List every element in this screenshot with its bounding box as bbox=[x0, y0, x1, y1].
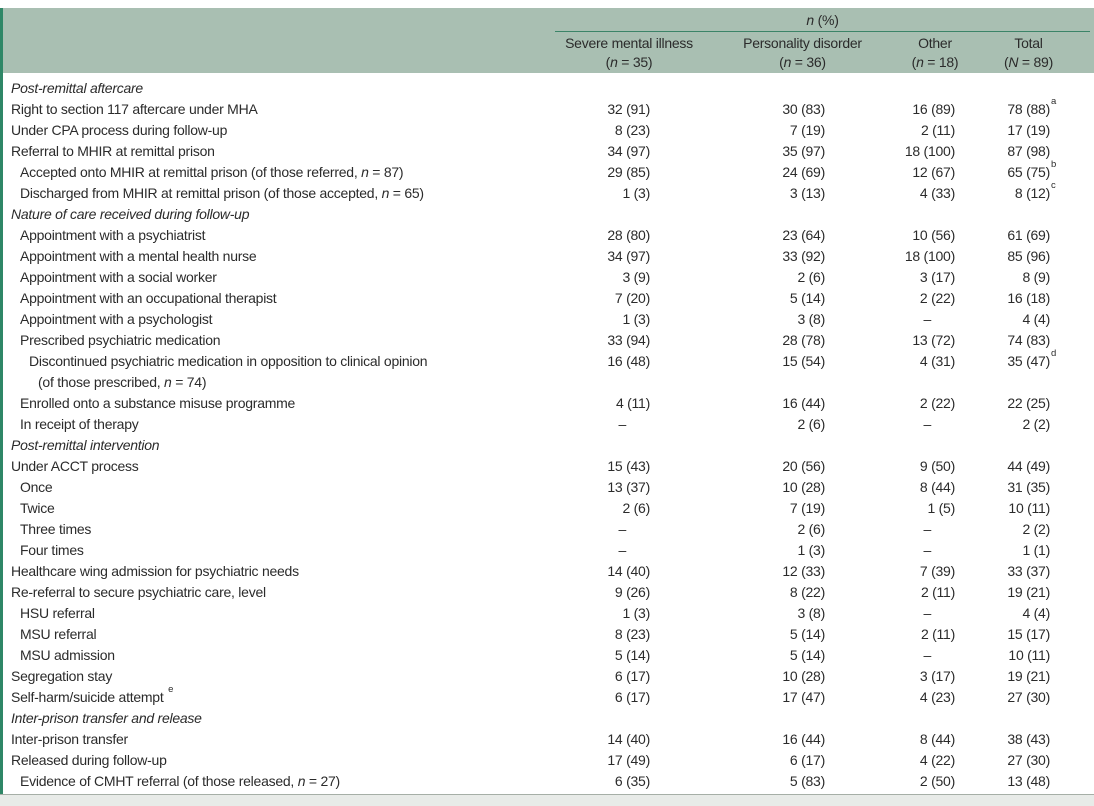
table-row bbox=[3, 624, 1094, 645]
cell-other: – bbox=[923, 605, 931, 621]
cell-personality-disorder: 33 (92) bbox=[782, 248, 825, 264]
cell-other: 13 (72) bbox=[912, 332, 955, 348]
cell-total: 8 (9) bbox=[1022, 269, 1050, 285]
cell-total: 33 (37) bbox=[1007, 563, 1050, 579]
table-row bbox=[3, 771, 1094, 792]
cell-personality-disorder: 7 (19) bbox=[789, 500, 825, 516]
cell-personality-disorder: 23 (64) bbox=[782, 227, 825, 243]
table-row bbox=[3, 348, 1094, 393]
cell-total: 2 (2) bbox=[1022, 416, 1050, 432]
section-label: Nature of care received during follow-up bbox=[11, 206, 250, 222]
column-header-other bbox=[895, 34, 975, 72]
row-label: Discharged from MHIR at remittal prison (of those accepted, n = 65) bbox=[20, 185, 424, 201]
row-label: Right to section 117 aftercare under MHA bbox=[11, 101, 258, 117]
cell-other: 2 (22) bbox=[919, 290, 955, 306]
cell-personality-disorder: 16 (44) bbox=[782, 395, 825, 411]
cell-severe-mental-illness: 9 (26) bbox=[614, 584, 650, 600]
column-header-personality-disorder bbox=[710, 34, 895, 72]
cell-total: 10 (11) bbox=[1008, 500, 1050, 516]
cell-severe-mental-illness: 34 (97) bbox=[607, 143, 650, 159]
cell-other: 8 (44) bbox=[919, 479, 955, 495]
row-label: MSU referral bbox=[20, 626, 97, 642]
cell-other: – bbox=[923, 311, 931, 327]
table-row bbox=[3, 330, 1094, 351]
cell-other: – bbox=[923, 416, 931, 432]
cell-severe-mental-illness: 29 (85) bbox=[607, 164, 650, 180]
cell-other: 2 (11) bbox=[920, 626, 955, 642]
cell-severe-mental-illness: 1 (3) bbox=[622, 185, 650, 201]
cell-total: 27 (30) bbox=[1007, 752, 1050, 768]
top-margin bbox=[0, 0, 1094, 8]
section-label: Inter-prison transfer and release bbox=[11, 710, 202, 726]
row-label: Appointment with a psychologist bbox=[20, 311, 213, 327]
row-label: Healthcare wing admission for psychiatric needs bbox=[11, 563, 299, 579]
cell-personality-disorder: 5 (14) bbox=[789, 647, 825, 663]
table-header bbox=[3, 8, 1094, 73]
row-label: Prescribed psychiatric medication bbox=[20, 332, 221, 348]
row-label: Evidence of CMHT referral (of those released, n = 27) bbox=[20, 773, 340, 789]
cell-other: 4 (22) bbox=[919, 752, 955, 768]
table-row bbox=[3, 180, 1094, 204]
cell-severe-mental-illness: 3 (9) bbox=[622, 269, 650, 285]
cell-total: 78 $(88)^a$ bbox=[1007, 96, 1057, 117]
cell-other: – bbox=[923, 542, 931, 558]
cell-personality-disorder: 15 (54) bbox=[782, 353, 825, 369]
column-header-row bbox=[3, 32, 1094, 72]
cell-personality-disorder: 5 (14) bbox=[789, 626, 825, 642]
row-label: HSU referral bbox=[20, 605, 95, 621]
table-row bbox=[3, 498, 1094, 519]
cell-total: 19 (21) bbox=[1007, 668, 1050, 684]
row-label: Appointment with a social worker bbox=[20, 269, 217, 285]
table-row bbox=[3, 540, 1094, 561]
cell-total: 4 (4) bbox=[1022, 311, 1050, 327]
cell-personality-disorder: 2 (6) bbox=[797, 269, 825, 285]
cell-other: 2 (50) bbox=[919, 773, 955, 789]
cell-total: 38 (43) bbox=[1007, 731, 1050, 747]
column-header-line1: Other bbox=[918, 35, 952, 51]
table-row bbox=[3, 477, 1094, 498]
cell-severe-mental-illness: 6 (17) bbox=[614, 668, 650, 684]
bottom-margin-strip bbox=[0, 794, 1094, 806]
cell-total: 10 (11) bbox=[1008, 647, 1050, 663]
cell-personality-disorder: 28 (78) bbox=[782, 332, 825, 348]
spanning-header-row bbox=[3, 11, 1094, 32]
row-label: Released during follow-up bbox=[11, 752, 167, 768]
cell-total: 2 (2) bbox=[1022, 521, 1050, 537]
cell-other: 3 (17) bbox=[919, 269, 955, 285]
section-label: Post-remittal aftercare bbox=[11, 80, 143, 96]
cell-personality-disorder: 10 (28) bbox=[782, 479, 825, 495]
table-row bbox=[3, 603, 1094, 624]
column-header-line1: Severe mental illness bbox=[565, 35, 693, 51]
table-row bbox=[3, 684, 1094, 708]
cell-severe-mental-illness: 1 (3) bbox=[622, 311, 650, 327]
column-header-line2: (n = 18) bbox=[911, 54, 959, 70]
clinical-outcomes-table bbox=[0, 8, 1094, 794]
row-label: Appointment with a mental health nurse bbox=[20, 248, 257, 264]
cell-total: 17 (19) bbox=[1007, 122, 1050, 138]
cell-personality-disorder: 2 (6) bbox=[797, 416, 825, 432]
row-label: In receipt of therapy bbox=[20, 416, 139, 432]
row-label: Appointment with a psychiatrist bbox=[20, 227, 206, 243]
column-header-severe-mental-illness bbox=[548, 34, 710, 72]
cell-personality-disorder: 3 (8) bbox=[797, 311, 825, 327]
row-label: Accepted onto MHIR at remittal prison (of those referred, n = 87) bbox=[20, 164, 404, 180]
cell-severe-mental-illness: 1 (3) bbox=[622, 605, 650, 621]
cell-personality-disorder: 5 (83) bbox=[789, 773, 825, 789]
cell-total: 35 $(47)^d$ bbox=[1007, 348, 1057, 369]
cell-severe-mental-illness: 17 (49) bbox=[607, 752, 650, 768]
cell-other: 4 (23) bbox=[919, 689, 955, 705]
cell-other: 4 (31) bbox=[919, 353, 955, 369]
table-row bbox=[3, 120, 1094, 141]
cell-personality-disorder: 3 (8) bbox=[797, 605, 825, 621]
column-header-line1: Personality disorder bbox=[743, 35, 862, 51]
section-row bbox=[3, 78, 1094, 99]
cell-total: 31 (35) bbox=[1007, 479, 1050, 495]
cell-severe-mental-illness: – bbox=[618, 416, 626, 432]
n-percent-span-header: n (%) bbox=[555, 11, 1090, 32]
row-label: Once bbox=[20, 479, 53, 495]
table-row bbox=[3, 267, 1094, 288]
cell-total: 13 (48) bbox=[1007, 773, 1050, 789]
section-row bbox=[3, 708, 1094, 729]
cell-severe-mental-illness: 4 (11) bbox=[615, 395, 650, 411]
cell-other: 18 (100) bbox=[904, 143, 955, 159]
row-label: Three times bbox=[20, 521, 92, 537]
table-body bbox=[3, 73, 1094, 794]
cell-other: 2 (11) bbox=[920, 584, 955, 600]
cell-severe-mental-illness: 6 (17) bbox=[614, 689, 650, 705]
column-header-line2: (n = 36) bbox=[779, 54, 826, 70]
row-label: Under ACCT process bbox=[11, 458, 139, 474]
cell-other: 4 (33) bbox=[919, 185, 955, 201]
cell-personality-disorder: 16 (44) bbox=[782, 731, 825, 747]
cell-personality-disorder: 7 (19) bbox=[789, 122, 825, 138]
cell-severe-mental-illness: 8 (23) bbox=[614, 626, 650, 642]
row-label: Four times bbox=[20, 542, 84, 558]
cell-severe-mental-illness: 32 (91) bbox=[607, 101, 650, 117]
row-label: Enrolled onto a substance misuse programme bbox=[20, 395, 296, 411]
table-row bbox=[3, 246, 1094, 267]
cell-severe-mental-illness: 34 (97) bbox=[607, 248, 650, 264]
table-row bbox=[3, 96, 1094, 120]
table-row bbox=[3, 645, 1094, 666]
cell-personality-disorder: 1 (3) bbox=[797, 542, 825, 558]
cell-other: – bbox=[923, 647, 931, 663]
row-label-continuation: (of those prescribed, n = 74) bbox=[38, 374, 207, 390]
section-label: Post-remittal intervention bbox=[11, 437, 160, 453]
cell-other: 16 (89) bbox=[912, 101, 955, 117]
cell-other: 3 (17) bbox=[919, 668, 955, 684]
table-row bbox=[3, 393, 1094, 414]
cell-other: 9 (50) bbox=[919, 458, 955, 474]
cell-severe-mental-illness: 6 (35) bbox=[614, 773, 650, 789]
cell-total: 61 (69) bbox=[1007, 227, 1050, 243]
cell-severe-mental-illness: 7 (20) bbox=[614, 290, 650, 306]
section-row bbox=[3, 204, 1094, 225]
cell-total: 74 (83) bbox=[1007, 332, 1050, 348]
column-header-line2: (N = 89) bbox=[1004, 54, 1053, 70]
row-label: Discontinued psychiatric medication in opposition to clinical opinion (of those prescribed, n = 74) bbox=[3, 351, 548, 393]
cell-personality-disorder: 24 (69) bbox=[782, 164, 825, 180]
cell-total: 15 (17) bbox=[1007, 626, 1050, 642]
cell-other: 7 (39) bbox=[919, 563, 955, 579]
cell-total: 85 (96) bbox=[1007, 248, 1050, 264]
footnote-marker: e bbox=[168, 684, 174, 696]
table-row bbox=[3, 141, 1094, 162]
cell-severe-mental-illness: 2 (6) bbox=[622, 500, 650, 516]
cell-severe-mental-illness: 8 (23) bbox=[614, 122, 650, 138]
cell-severe-mental-illness: 33 (94) bbox=[607, 332, 650, 348]
row-label: Segregation stay bbox=[11, 668, 113, 684]
cell-severe-mental-illness: 13 (37) bbox=[607, 479, 650, 495]
row-label: Twice bbox=[20, 500, 55, 516]
cell-severe-mental-illness: 14 (40) bbox=[607, 731, 650, 747]
cell-total: 8 $(12)^c$ bbox=[1014, 180, 1056, 201]
column-header-total bbox=[975, 34, 1094, 72]
cell-total: 16 (18) bbox=[1007, 290, 1050, 306]
table-row bbox=[3, 729, 1094, 750]
table-row bbox=[3, 414, 1094, 435]
table-row bbox=[3, 750, 1094, 771]
cell-other: 18 (100) bbox=[904, 248, 955, 264]
cell-other: 2 (11) bbox=[920, 122, 955, 138]
table-row bbox=[3, 159, 1094, 183]
cell-total: 4 (4) bbox=[1022, 605, 1050, 621]
cell-personality-disorder: 10 (28) bbox=[782, 668, 825, 684]
cell-severe-mental-illness: 14 (40) bbox=[607, 563, 650, 579]
row-label-header-empty bbox=[3, 34, 548, 72]
row-label: Re-referral to secure psychiatric care, level bbox=[11, 584, 266, 600]
row-label: Under CPA process during follow-up bbox=[11, 122, 228, 138]
cell-personality-disorder: 12 (33) bbox=[782, 563, 825, 579]
cell-personality-disorder: 8 (22) bbox=[789, 584, 825, 600]
table-row bbox=[3, 288, 1094, 309]
table-row bbox=[3, 309, 1094, 330]
cell-personality-disorder: 17 (47) bbox=[782, 689, 825, 705]
cell-severe-mental-illness: 15 (43) bbox=[607, 458, 650, 474]
cell-total: 1 (1) bbox=[1022, 542, 1050, 558]
table-row bbox=[3, 519, 1094, 540]
column-header-line2: (n = 35) bbox=[605, 54, 653, 70]
cell-personality-disorder: 20 (56) bbox=[782, 458, 825, 474]
cell-total: 19 (21) bbox=[1007, 584, 1050, 600]
cell-severe-mental-illness: – bbox=[618, 542, 626, 558]
cell-total: 44 (49) bbox=[1007, 458, 1050, 474]
cell-severe-mental-illness: 5 (14) bbox=[614, 647, 650, 663]
table-row bbox=[3, 456, 1094, 477]
cell-total: 65 $(75)^b$ bbox=[1007, 159, 1057, 180]
cell-severe-mental-illness: 28 (80) bbox=[607, 227, 650, 243]
cell-other: 8 (44) bbox=[919, 731, 955, 747]
row-label: Appointment with an occupational therapist bbox=[20, 290, 277, 306]
cell-personality-disorder: 5 (14) bbox=[789, 290, 825, 306]
cell-personality-disorder: 35 (97) bbox=[782, 143, 825, 159]
cell-total: 87 (98) bbox=[1007, 143, 1050, 159]
row-label: MSU admission bbox=[20, 647, 115, 663]
cell-personality-disorder: 6 (17) bbox=[789, 752, 825, 768]
cell-total: 27 (30) bbox=[1007, 689, 1050, 705]
section-row bbox=[3, 435, 1094, 456]
cell-severe-mental-illness: 16 (48) bbox=[607, 353, 650, 369]
cell-personality-disorder: 3 (13) bbox=[789, 185, 825, 201]
row-label: Inter-prison transfer bbox=[11, 731, 128, 747]
row-label: Self-harm/suicide attempt $^e$ bbox=[11, 684, 174, 705]
table-row bbox=[3, 225, 1094, 246]
cell-other: 1 (5) bbox=[927, 500, 955, 516]
cell-other: – bbox=[923, 521, 931, 537]
column-header-line1: Total bbox=[1014, 35, 1043, 51]
cell-personality-disorder: 2 (6) bbox=[797, 521, 825, 537]
cell-personality-disorder: 30 (83) bbox=[782, 101, 825, 117]
cell-other: 2 (22) bbox=[919, 395, 955, 411]
cell-other: 10 (56) bbox=[912, 227, 955, 243]
table-row bbox=[3, 582, 1094, 603]
table-row bbox=[3, 561, 1094, 582]
row-label: Referral to MHIR at remittal prison bbox=[11, 143, 215, 159]
table-row bbox=[3, 666, 1094, 687]
cell-other: 12 (67) bbox=[912, 164, 955, 180]
cell-total: 22 (25) bbox=[1007, 395, 1050, 411]
cell-severe-mental-illness: – bbox=[618, 521, 626, 537]
